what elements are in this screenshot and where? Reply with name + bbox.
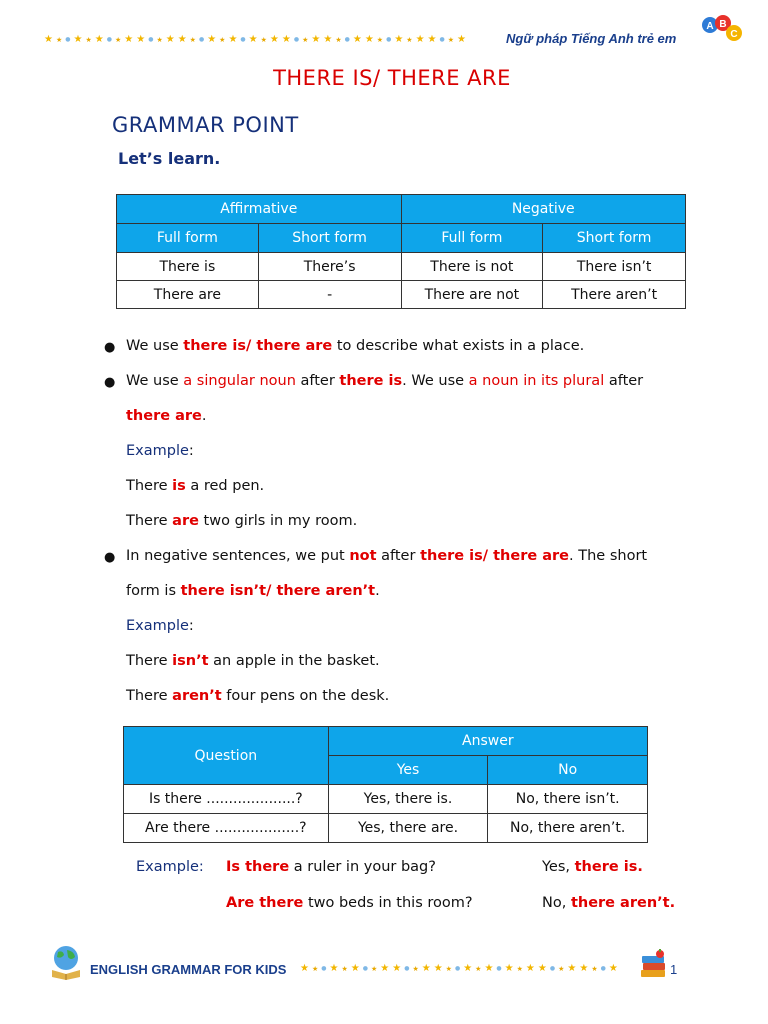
- footer-title: ENGLISH GRAMMAR FOR KIDS: [90, 962, 287, 977]
- table-row: [124, 814, 648, 843]
- text-run: We use: [126, 338, 184, 354]
- text-run: two beds in this room?: [303, 895, 473, 911]
- text-run: There: [126, 513, 173, 529]
- logo-letter-a: A: [706, 21, 714, 32]
- page-number: 1: [670, 962, 678, 977]
- header-question: Question: [124, 727, 329, 785]
- subheader-short-form: Short form: [543, 224, 686, 253]
- example-sentence: [126, 653, 380, 669]
- table-cell: -: [258, 281, 401, 309]
- highlight-text: Are there: [226, 895, 304, 911]
- text-run: after: [295, 373, 340, 389]
- highlight-text: there aren’t.: [570, 895, 676, 911]
- table-cell: There is: [117, 253, 259, 281]
- bullet-text-2: [126, 373, 643, 389]
- highlight-text: there are: [126, 408, 202, 424]
- highlight-text: there is/ there are: [183, 338, 333, 354]
- table-cell: Are there ...................?: [124, 814, 329, 843]
- intro-text: Let’s learn.: [118, 149, 221, 168]
- qa-example-question: [226, 895, 473, 911]
- bullet-icon: ●: [104, 340, 116, 355]
- text-run: an apple in the basket.: [208, 653, 380, 669]
- example-label: [126, 618, 194, 634]
- table-cell: There’s: [258, 253, 401, 281]
- table-row: [117, 253, 686, 281]
- page-title: THERE IS/ THERE ARE: [273, 66, 511, 90]
- text-run: after: [604, 373, 644, 389]
- text-run: form is: [126, 583, 181, 599]
- header-negative: Negative: [401, 195, 686, 224]
- highlight-text: aren’t: [172, 688, 222, 704]
- table-cell: No, there aren’t.: [488, 814, 648, 843]
- highlight-text: isn’t: [172, 653, 209, 669]
- example-label-text: Example: [126, 443, 189, 459]
- example-colon: :: [188, 618, 194, 634]
- table-row: [124, 785, 648, 814]
- table-cell: There is not: [401, 253, 543, 281]
- example-sentence: [126, 688, 389, 704]
- highlight-text: there is.: [574, 859, 643, 875]
- highlight-text: there isn’t/ there aren’t: [180, 583, 376, 599]
- subheader-yes: Yes: [328, 756, 488, 785]
- subheader-full-form: Full form: [401, 224, 543, 253]
- text-run: four pens on the desk.: [221, 688, 390, 704]
- table-cell: There are: [117, 281, 259, 309]
- header-answer: Answer: [328, 727, 647, 756]
- table-cell: There aren’t: [543, 281, 686, 309]
- text-run: There: [126, 688, 173, 704]
- text-run: a red pen.: [185, 478, 265, 494]
- abc-logo-icon: [700, 14, 746, 44]
- book-stack-icon: [638, 948, 670, 980]
- forms-table: [116, 194, 686, 309]
- subheader-no: No: [488, 756, 648, 785]
- example-colon: :: [188, 443, 194, 459]
- text-run: to describe what exists in a place.: [332, 338, 585, 354]
- decorative-star-border-top: ★★●★★★●★★★●★★★★●★★★●★★★★●★★★★●★★★●★★★★●★★: [44, 34, 469, 45]
- text-run: . We use: [402, 373, 469, 389]
- bullet-text-1: [126, 338, 584, 354]
- globe-book-icon: [48, 944, 84, 980]
- highlight-text: Is there: [226, 859, 290, 875]
- table-cell: Yes, there is.: [328, 785, 488, 814]
- table-row: [117, 281, 686, 309]
- example-sentence: [126, 478, 264, 494]
- text-run: . The short: [569, 548, 648, 564]
- bullet-text-3-cont: [126, 583, 380, 599]
- text-run: No,: [542, 895, 571, 911]
- highlight-text: there is/ there are: [420, 548, 570, 564]
- question-answer-table: [123, 726, 648, 843]
- text-run: a ruler in your bag?: [289, 859, 436, 875]
- text-run: two girls in my room.: [198, 513, 358, 529]
- table-cell: Is there ....................?: [124, 785, 329, 814]
- section-heading: GRAMMAR POINT: [112, 113, 299, 137]
- table-cell: No, there isn’t.: [488, 785, 648, 814]
- highlight-text: there is: [339, 373, 403, 389]
- text-run: .: [201, 408, 207, 424]
- example-label-text: Example: [126, 618, 189, 634]
- text-run: .: [375, 583, 380, 599]
- subheader-full-form: Full form: [117, 224, 259, 253]
- table-cell: Yes, there are.: [328, 814, 488, 843]
- qa-example-label: Example:: [136, 859, 204, 875]
- bullet-icon: ●: [104, 375, 116, 390]
- text-run: In negative sentences, we put: [126, 548, 350, 564]
- highlight-text: is: [172, 478, 186, 494]
- decorative-star-border-bottom: ★★●★★★●★★★●★★★★●★★★●★★★★●★★★★●★: [300, 963, 621, 974]
- text-run: after: [376, 548, 421, 564]
- table-cell: There are not: [401, 281, 543, 309]
- bullet-text-2-cont: [126, 408, 207, 424]
- header-brand: Ngữ pháp Tiếng Anh trẻ em: [506, 31, 677, 46]
- highlight-text: not: [349, 548, 377, 564]
- logo-letter-b: B: [719, 19, 727, 30]
- logo-letter-c: C: [730, 29, 738, 40]
- highlight-text: are: [172, 513, 199, 529]
- example-label: [126, 443, 194, 459]
- highlight-text: a noun in its plural: [468, 373, 605, 389]
- header-affirmative: Affirmative: [117, 195, 402, 224]
- qa-example-answer: [542, 859, 643, 875]
- qa-example-answer: [542, 895, 675, 911]
- bullet-icon: ●: [104, 550, 116, 565]
- text-run: There: [126, 478, 173, 494]
- highlight-text: a singular noun: [183, 373, 296, 389]
- subheader-short-form: Short form: [258, 224, 401, 253]
- text-run: There: [126, 653, 173, 669]
- bullet-text-3: [126, 548, 647, 564]
- example-sentence: [126, 513, 357, 529]
- qa-example-question: [226, 859, 436, 875]
- text-run: Yes,: [542, 859, 575, 875]
- text-run: We use: [126, 373, 184, 389]
- table-cell: There isn’t: [543, 253, 686, 281]
